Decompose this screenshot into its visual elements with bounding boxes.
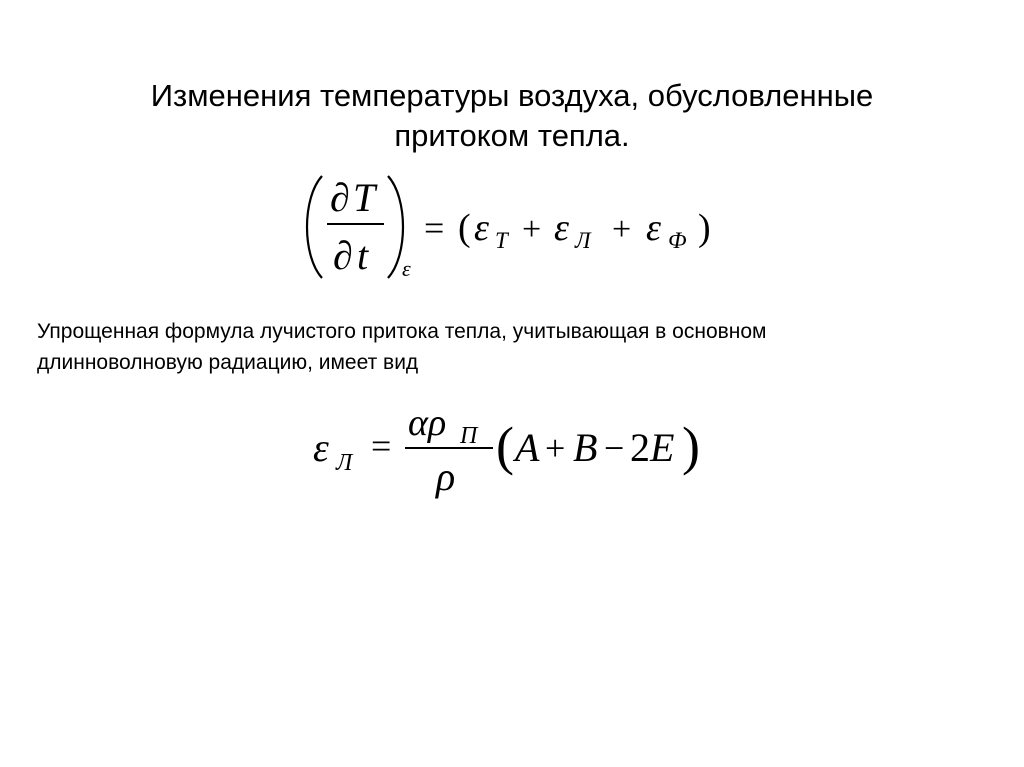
subscript-F: Ф (668, 228, 687, 253)
subscript-epsilon: ε (402, 256, 411, 281)
variable-B: B (573, 425, 598, 470)
plus-sign-2: + (612, 211, 632, 248)
close-paren: ) (682, 416, 700, 476)
large-left-paren (307, 176, 322, 278)
rho-denominator: ρ (436, 454, 456, 499)
subscript-L-lhs: Л (336, 450, 353, 476)
variable-A: A (515, 425, 540, 470)
epsilon-T: ε (474, 207, 489, 249)
plus-sign: + (545, 428, 566, 468)
plus-sign-1: + (522, 211, 542, 248)
slide-title-line-2: притоком тепла. (394, 118, 630, 153)
alpha-rho: αρ (408, 402, 447, 444)
epsilon-L: ε (554, 207, 569, 249)
paragraph-line-1: Упрощенная формула лучистого притока тепла, учитывающая в основном (37, 320, 767, 343)
epsilon-F: ε (646, 207, 661, 249)
minus-sign: − (604, 428, 625, 468)
open-paren: ( (496, 416, 514, 476)
equals-sign: = (424, 208, 445, 248)
coefficient-2: 2 (630, 425, 650, 470)
equals-sign: = (371, 426, 392, 466)
subscript-P: П (460, 423, 478, 449)
close-paren: ) (698, 207, 711, 249)
slide-title-line-1: Изменения температуры воздуха, обусловленные (150, 78, 874, 113)
subscript-T: T (495, 228, 508, 253)
formula-temperature-change (300, 168, 730, 288)
open-paren: ( (458, 207, 471, 249)
subscript-L: Л (575, 228, 591, 253)
formula-radiative-heat-inflow (305, 395, 725, 515)
slide-title (0, 76, 1024, 156)
partial-symbol-numerator: ∂ (330, 175, 350, 220)
large-right-paren (388, 176, 403, 278)
partial-symbol-denominator: ∂ (333, 233, 353, 278)
variable-t: t (357, 233, 369, 278)
epsilon-L-lhs: ε (313, 425, 329, 470)
explanatory-paragraph (37, 316, 997, 378)
paragraph-line-2: длинноволновую радиацию, имеет вид (37, 351, 419, 374)
variable-E: E (650, 425, 675, 470)
variable-T: T (353, 175, 376, 220)
